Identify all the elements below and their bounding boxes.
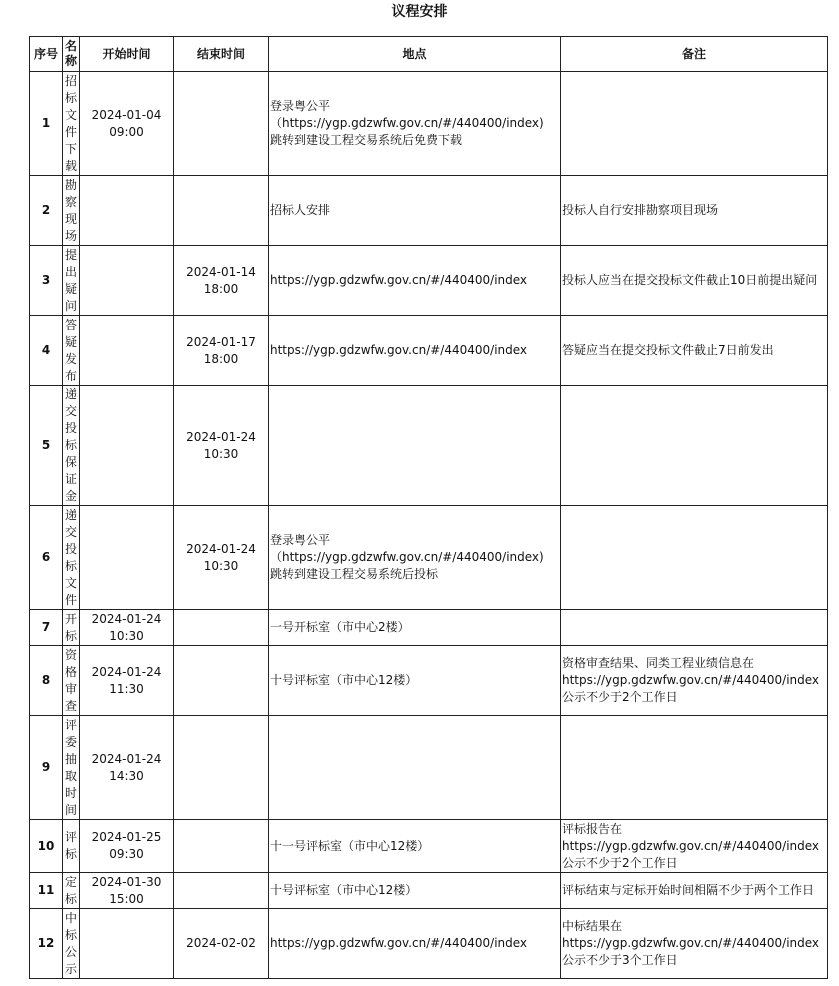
cell-name: 定标 [63,873,80,909]
cell-seq: 12 [30,909,63,979]
cell-name: 答疑发布 [63,316,80,386]
header-name: 名称 [63,37,80,72]
header-seq: 序号 [30,37,63,72]
cell-seq: 8 [30,646,63,716]
cell-start [80,246,174,316]
cell-seq: 1 [30,72,63,176]
cell-seq: 4 [30,316,63,386]
cell-seq: 2 [30,176,63,246]
header-note: 备注 [561,37,828,72]
table-row [30,176,828,246]
header-end: 结束时间 [174,37,269,72]
cell-seq: 11 [30,873,63,909]
cell-location: 登录粤公平 （https://ygp.gdzwfw.gov.cn/#/440400/index) 跳转到建设工程交易系统后免费下载 [269,72,561,176]
cell-seq: 5 [30,386,63,506]
cell-end: 2024-01-24 10:30 [174,506,269,610]
cell-end: 2024-01-14 18:00 [174,246,269,316]
cell-name: 评标 [63,820,80,873]
cell-name: 递交投标保证金 [63,386,80,506]
cell-location [269,716,561,820]
cell-location: 一号开标室（市中心2楼） [269,610,561,646]
table-row [30,386,828,506]
table-row [30,246,828,316]
cell-end [174,873,269,909]
cell-end [174,72,269,176]
cell-name: 递交投标文件 [63,506,80,610]
cell-note: 中标结果在 https://ygp.gdzwfw.gov.cn/#/440400/index 公示不少于3个工作日 [561,909,828,979]
cell-note: 答疑应当在提交投标文件截止7日前发出 [561,316,828,386]
table-row [30,316,828,386]
cell-start: 2024-01-30 15:00 [80,873,174,909]
cell-location: https://ygp.gdzwfw.gov.cn/#/440400/index [269,909,561,979]
cell-name: 开标 [63,610,80,646]
cell-start: 2024-01-25 09:30 [80,820,174,873]
cell-location: 招标人安排 [269,176,561,246]
cell-end [174,820,269,873]
cell-name: 评委抽取时间 [63,716,80,820]
cell-name: 提出疑问 [63,246,80,316]
cell-name: 勘察现场 [63,176,80,246]
cell-note: 投标人自行安排勘察项目现场 [561,176,828,246]
cell-end [174,646,269,716]
cell-location [269,386,561,506]
cell-name: 招标文件下载 [63,72,80,176]
cell-end: 2024-01-24 10:30 [174,386,269,506]
cell-start: 2024-01-24 10:30 [80,610,174,646]
cell-start: 2024-01-24 11:30 [80,646,174,716]
cell-location: 登录粤公平 （https://ygp.gdzwfw.gov.cn/#/440400/index) 跳转到建设工程交易系统后投标 [269,506,561,610]
table-row [30,646,828,716]
header-row [30,37,828,72]
header-start: 开始时间 [80,37,174,72]
cell-location: 十号评标室（市中心12楼） [269,646,561,716]
table-row [30,820,828,873]
cell-start [80,909,174,979]
table-row [30,716,828,820]
header-location: 地点 [269,37,561,72]
table-row [30,506,828,610]
cell-start: 2024-01-04 09:00 [80,72,174,176]
cell-name: 中标公示 [63,909,80,979]
cell-seq: 3 [30,246,63,316]
table-row [30,873,828,909]
cell-note: 投标人应当在提交投标文件截止10日前提出疑问 [561,246,828,316]
cell-start [80,176,174,246]
cell-name: 资格审查 [63,646,80,716]
cell-end [174,176,269,246]
cell-seq: 7 [30,610,63,646]
page-title: 议程安排 [391,4,448,20]
cell-note [561,386,828,506]
cell-start [80,506,174,610]
cell-end: 2024-02-02 [174,909,269,979]
cell-note [561,716,828,820]
cell-start [80,316,174,386]
cell-note: 资格审查结果、同类工程业绩信息在 https://ygp.gdzwfw.gov.cn/#/440400/index 公示不少于2个工作日 [561,646,828,716]
cell-seq: 6 [30,506,63,610]
cell-seq: 10 [30,820,63,873]
cell-note [561,506,828,610]
table-row [30,610,828,646]
cell-end [174,610,269,646]
cell-end [174,716,269,820]
table-row [30,72,828,176]
cell-note: 评标结束与定标开始时间相隔不少于两个工作日 [561,873,828,909]
agenda-table [29,36,828,979]
cell-end: 2024-01-17 18:00 [174,316,269,386]
cell-note: 评标报告在 https://ygp.gdzwfw.gov.cn/#/440400/index 公示不少于2个工作日 [561,820,828,873]
cell-start: 2024-01-24 14:30 [80,716,174,820]
cell-note [561,72,828,176]
cell-location: https://ygp.gdzwfw.gov.cn/#/440400/index [269,316,561,386]
cell-note [561,610,828,646]
cell-location: https://ygp.gdzwfw.gov.cn/#/440400/index [269,246,561,316]
cell-location: 十一号评标室（市中心12楼） [269,820,561,873]
cell-location: 十号评标室（市中心12楼） [269,873,561,909]
cell-seq: 9 [30,716,63,820]
table-row [30,909,828,979]
cell-start [80,386,174,506]
